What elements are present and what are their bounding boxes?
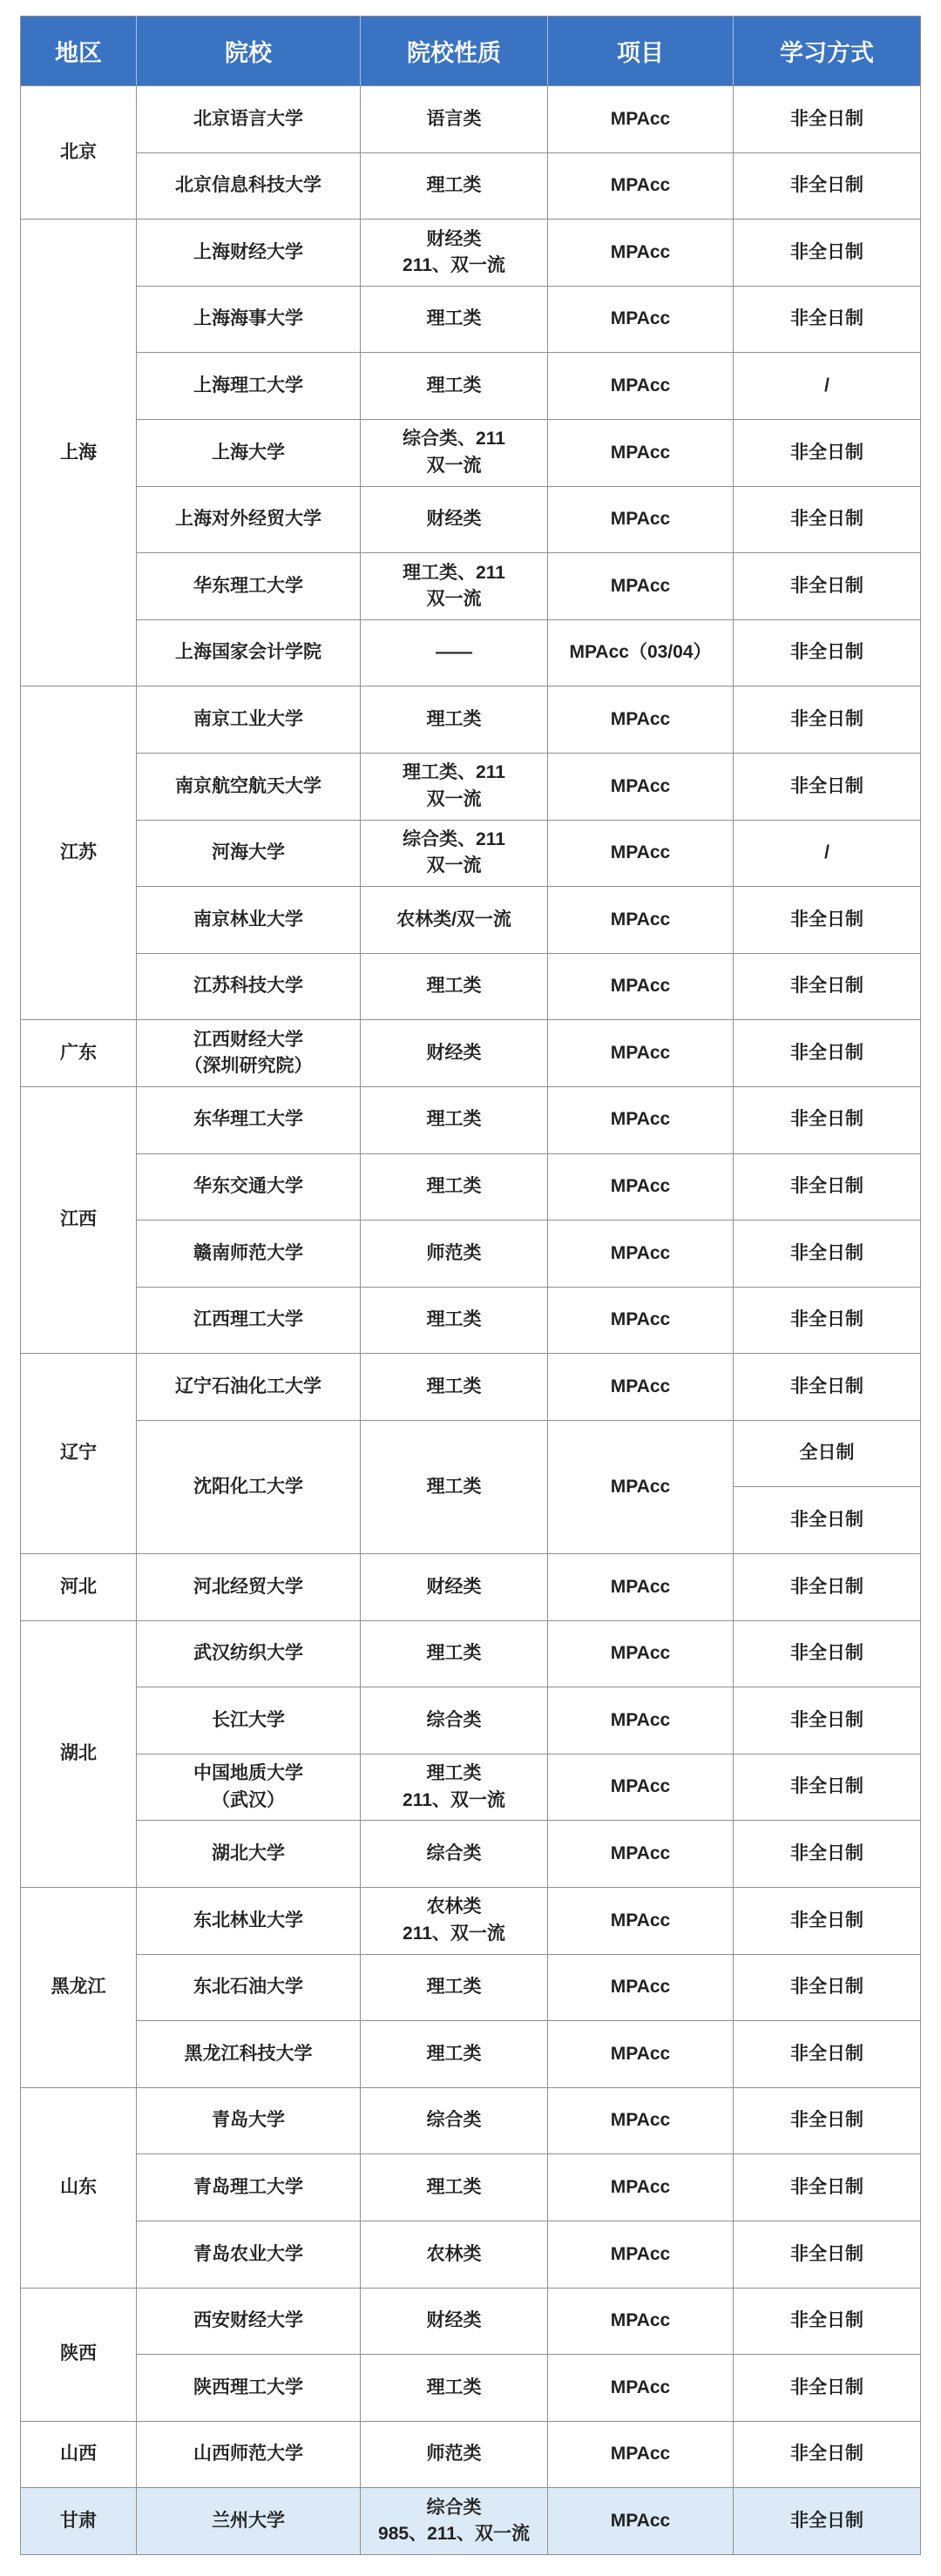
program-cell: MPAcc [548, 1888, 734, 1955]
mode-cell: 非全日制 [734, 2288, 921, 2355]
header-region: 地区 [21, 17, 137, 86]
school-name: 北京语言大学 [193, 108, 303, 129]
school-name: 青岛农业大学 [193, 2243, 303, 2264]
school-nature: 理工类 [426, 2377, 482, 2397]
school-name: （深圳研究院） [184, 1056, 313, 1077]
school-cell [137, 2421, 361, 2488]
school-cell [137, 2288, 361, 2355]
school-nature: 双一流 [426, 455, 482, 476]
school-name: 黑龙江科技大学 [184, 2043, 313, 2064]
nature-cell [361, 1020, 548, 1087]
school-name: 上海财经大学 [193, 241, 303, 262]
program-cell: MPAcc [548, 887, 734, 954]
program-cell: MPAcc [548, 1020, 734, 1087]
mode-cell: 非全日制 [734, 486, 921, 553]
mode-cell: 非全日制 [734, 1888, 921, 1955]
mode-cell: 非全日制 [734, 1620, 921, 1687]
school-name: 西安财经大学 [193, 2310, 303, 2331]
nature-cell [361, 220, 548, 287]
mode-cell: 非全日制 [734, 2021, 921, 2088]
table-row [21, 953, 921, 1020]
school-name: 上海对外经贸大学 [175, 509, 322, 530]
program-cell: MPAcc [548, 2221, 734, 2289]
program-cell: MPAcc [548, 419, 734, 486]
school-nature: 师范类 [426, 2444, 482, 2464]
school-name: 南京林业大学 [193, 909, 303, 930]
program-cell: MPAcc [548, 2154, 734, 2221]
school-cell [137, 419, 361, 486]
school-nature: 理工类 [426, 308, 482, 329]
header-row [21, 17, 921, 86]
table-row [21, 486, 921, 553]
school-nature: 双一流 [426, 855, 482, 876]
school-nature: 综合类 [426, 1843, 482, 1864]
header-school: 院校 [137, 17, 361, 86]
school-name: 山西师范大学 [193, 2444, 303, 2464]
school-nature: 理工类 [426, 2176, 482, 2197]
school-nature: 985、211、双一流 [378, 2524, 530, 2545]
school-nature: —— [436, 642, 472, 663]
header-mode: 学习方式 [734, 17, 921, 86]
mode-cell: 非全日制 [734, 1554, 921, 1621]
school-cell [137, 1354, 361, 1421]
nature-cell [361, 1954, 548, 2021]
program-cell: MPAcc [548, 553, 734, 620]
mode-cell: 非全日制 [734, 220, 921, 287]
table-row [21, 353, 921, 420]
school-name: 湖北大学 [212, 1843, 285, 1864]
table-row [21, 86, 921, 153]
school-cell [137, 1620, 361, 1687]
school-nature: 理工类 [426, 1109, 482, 1130]
table-row [21, 753, 921, 820]
school-cell [137, 286, 361, 353]
mode-cell: 非全日制 [734, 1687, 921, 1755]
mode-cell: 非全日制 [734, 2154, 921, 2221]
school-nature: 综合类 [426, 2497, 482, 2518]
table-row [21, 419, 921, 486]
school-name: （武汉） [212, 1789, 285, 1810]
school-table [20, 16, 921, 2555]
school-nature: 理工类 [426, 1309, 482, 1330]
school-nature: 理工类 [426, 175, 482, 196]
program-cell: MPAcc [548, 1620, 734, 1687]
nature-cell [361, 2421, 548, 2488]
program-cell: MPAcc [548, 1821, 734, 1888]
school-cell [137, 486, 361, 553]
school-nature: 理工类、211 [403, 762, 505, 783]
table-row [21, 553, 921, 620]
nature-cell [361, 619, 548, 686]
program-cell: MPAcc [548, 1420, 734, 1553]
region-cell: 广东 [21, 1020, 137, 1087]
table-row [21, 2488, 921, 2555]
mode-cell: / [734, 820, 921, 887]
nature-cell [361, 1354, 548, 1421]
mode-cell: 非全日制 [734, 1020, 921, 1087]
program-cell: MPAcc [548, 2488, 734, 2555]
school-name: 青岛大学 [212, 2110, 285, 2131]
school-cell [137, 953, 361, 1020]
school-name: 河北经贸大学 [193, 1576, 303, 1597]
mode-cell: 非全日制 [734, 553, 921, 620]
nature-cell [361, 1620, 548, 1687]
nature-cell [361, 1220, 548, 1288]
table-row [21, 2021, 921, 2088]
school-name: 上海国家会计学院 [175, 642, 322, 663]
school-nature: 理工类 [426, 1977, 482, 1998]
school-nature: 211、双一流 [403, 1923, 505, 1944]
mode-cell: 非全日制 [734, 2488, 921, 2555]
region-cell: 甘肃 [21, 2488, 137, 2555]
mode-cell: 非全日制 [734, 1821, 921, 1888]
program-cell: MPAcc [548, 1220, 734, 1288]
school-cell [137, 86, 361, 153]
school-name: 华东交通大学 [193, 1176, 303, 1197]
table-row [21, 1287, 921, 1354]
school-name: 辽宁石油化工大学 [175, 1376, 322, 1396]
table-row [21, 1220, 921, 1288]
mode-cell: 非全日制 [734, 2355, 921, 2422]
mode-cell: 非全日制 [734, 753, 921, 820]
header-program: 项目 [548, 17, 734, 86]
school-cell [137, 220, 361, 287]
school-nature: 农林类/双一流 [396, 909, 511, 930]
program-cell: MPAcc [548, 820, 734, 887]
region-cell: 山东 [21, 2087, 137, 2288]
school-name: 江苏科技大学 [193, 976, 303, 997]
program-cell: MPAcc [548, 486, 734, 553]
school-nature: 理工类 [426, 1763, 482, 1784]
school-name: 江西理工大学 [193, 1309, 303, 1330]
school-name: 中国地质大学 [193, 1763, 303, 1784]
mode-cell: 非全日制 [734, 2221, 921, 2289]
table-row [21, 686, 921, 754]
mode-cell: 非全日制 [734, 1954, 921, 2021]
school-nature: 财经类 [426, 1576, 482, 1597]
table-row [21, 1420, 921, 1487]
school-nature: 理工类、211 [403, 562, 505, 583]
program-cell: MPAcc [548, 2288, 734, 2355]
school-name: 武汉纺织大学 [193, 1643, 303, 1664]
table-row [21, 152, 921, 220]
table-row [21, 1687, 921, 1755]
table-row [21, 220, 921, 287]
table-row [21, 1554, 921, 1621]
school-nature: 农林类 [426, 2243, 482, 2264]
school-nature: 农林类 [426, 1897, 482, 1917]
table-row [21, 1354, 921, 1421]
program-cell: MPAcc [548, 1954, 734, 2021]
table-row [21, 1754, 921, 1821]
program-cell: MPAcc [548, 1554, 734, 1621]
program-cell: MPAcc [548, 1287, 734, 1354]
region-cell: 黑龙江 [21, 1888, 137, 2088]
nature-cell [361, 753, 548, 820]
table-row [21, 2421, 921, 2488]
school-cell [137, 887, 361, 954]
school-name: 北京信息科技大学 [175, 175, 322, 196]
program-cell: MPAcc [548, 753, 734, 820]
table-row [21, 2221, 921, 2289]
nature-cell [361, 2288, 548, 2355]
nature-cell [361, 2087, 548, 2154]
table-row [21, 887, 921, 954]
region-cell: 山西 [21, 2421, 137, 2488]
mode-cell: 非全日制 [734, 1287, 921, 1354]
nature-cell [361, 2488, 548, 2555]
table-row [21, 1821, 921, 1888]
nature-cell [361, 820, 548, 887]
school-cell [137, 152, 361, 220]
program-cell: MPAcc [548, 286, 734, 353]
program-cell: MPAcc [548, 86, 734, 153]
program-cell: MPAcc [548, 220, 734, 287]
nature-cell [361, 152, 548, 220]
nature-cell [361, 2355, 548, 2422]
school-cell [137, 2221, 361, 2289]
table-row [21, 2154, 921, 2221]
school-cell [137, 353, 361, 420]
program-cell: MPAcc [548, 2021, 734, 2088]
school-cell [137, 619, 361, 686]
table-row [21, 619, 921, 686]
nature-cell [361, 1888, 548, 1955]
school-name: 南京航空航天大学 [175, 775, 322, 796]
nature-cell [361, 887, 548, 954]
school-nature: 双一流 [426, 588, 482, 609]
school-nature: 财经类 [426, 509, 482, 530]
nature-cell [361, 1420, 548, 1553]
school-cell [137, 1086, 361, 1153]
table-row [21, 1954, 921, 2021]
school-cell [137, 1220, 361, 1288]
school-name: 东华理工大学 [193, 1109, 303, 1130]
school-nature: 理工类 [426, 1643, 482, 1664]
region-cell: 上海 [21, 220, 137, 686]
region-cell: 北京 [21, 86, 137, 220]
school-name: 兰州大学 [212, 2510, 285, 2531]
school-cell [137, 1954, 361, 2021]
nature-cell [361, 2021, 548, 2088]
school-name: 河海大学 [212, 842, 285, 863]
school-name: 沈阳化工大学 [193, 1476, 303, 1497]
region-cell: 河北 [21, 1554, 137, 1621]
school-name: 华东理工大学 [193, 575, 303, 596]
mode-cell: 非全日制 [734, 2421, 921, 2488]
school-nature: 理工类 [426, 1376, 482, 1396]
nature-cell [361, 1687, 548, 1755]
school-cell [137, 1153, 361, 1220]
school-cell [137, 1020, 361, 1087]
nature-cell [361, 953, 548, 1020]
region-cell: 湖北 [21, 1620, 137, 1887]
nature-cell [361, 2154, 548, 2221]
school-nature: 理工类 [426, 375, 482, 396]
program-cell: MPAcc [548, 686, 734, 754]
nature-cell [361, 286, 548, 353]
region-cell: 陕西 [21, 2288, 137, 2421]
table-row [21, 1153, 921, 1220]
school-nature: 理工类 [426, 976, 482, 997]
school-name: 长江大学 [212, 1709, 285, 1730]
school-cell [137, 686, 361, 754]
nature-cell [361, 1821, 548, 1888]
nature-cell [361, 486, 548, 553]
mode-cell: 非全日制 [734, 1754, 921, 1821]
school-cell [137, 1687, 361, 1755]
nature-cell [361, 353, 548, 420]
program-cell: MPAcc [548, 1754, 734, 1821]
school-name: 陕西理工大学 [193, 2377, 303, 2397]
school-cell [137, 753, 361, 820]
school-cell [137, 2021, 361, 2088]
nature-cell [361, 686, 548, 754]
nature-cell [361, 1153, 548, 1220]
table-row [21, 2355, 921, 2422]
nature-cell [361, 2221, 548, 2289]
school-nature: 综合类、211 [403, 429, 505, 450]
mode-cell: 非全日制 [734, 953, 921, 1020]
program-cell: MPAcc（03/04） [548, 619, 734, 686]
table-row [21, 2087, 921, 2154]
program-cell: MPAcc [548, 152, 734, 220]
mode-cell: 非全日制 [734, 887, 921, 954]
school-cell [137, 1554, 361, 1621]
school-cell [137, 2355, 361, 2422]
mode-cell: / [734, 353, 921, 420]
school-nature: 理工类 [426, 1476, 482, 1497]
school-nature: 双一流 [426, 788, 482, 809]
table-row [21, 820, 921, 887]
mode-cell: 非全日制 [734, 286, 921, 353]
school-nature: 理工类 [426, 2043, 482, 2064]
school-name: 上海海事大学 [193, 308, 303, 329]
program-cell: MPAcc [548, 2421, 734, 2488]
nature-cell [361, 1086, 548, 1153]
school-nature: 理工类 [426, 708, 482, 729]
school-cell [137, 1287, 361, 1354]
program-cell: MPAcc [548, 1687, 734, 1755]
school-name: 东北石油大学 [193, 1977, 303, 1998]
mode-cell: 非全日制 [734, 1487, 921, 1554]
school-nature: 综合类 [426, 2110, 482, 2131]
school-cell [137, 2488, 361, 2555]
table-body [21, 86, 921, 2555]
mode-cell: 非全日制 [734, 152, 921, 220]
school-cell [137, 2087, 361, 2154]
school-nature: 综合类、211 [403, 828, 505, 849]
region-cell: 辽宁 [21, 1354, 137, 1554]
school-cell [137, 1754, 361, 1821]
table-row [21, 286, 921, 353]
program-cell: MPAcc [548, 1086, 734, 1153]
mode-cell: 非全日制 [734, 1086, 921, 1153]
school-nature: 师范类 [426, 1242, 482, 1263]
mode-cell: 非全日制 [734, 1354, 921, 1421]
nature-cell [361, 1754, 548, 1821]
school-name: 上海大学 [212, 442, 285, 463]
header-nature: 院校性质 [361, 17, 548, 86]
school-cell [137, 1420, 361, 1553]
mode-cell: 非全日制 [734, 2087, 921, 2154]
nature-cell [361, 419, 548, 486]
school-name: 江西财经大学 [193, 1029, 303, 1050]
region-cell: 江西 [21, 1086, 137, 1353]
program-cell: MPAcc [548, 1153, 734, 1220]
school-name: 上海理工大学 [193, 375, 303, 396]
program-cell: MPAcc [548, 1354, 734, 1421]
mode-cell: 非全日制 [734, 619, 921, 686]
school-name: 赣南师范大学 [193, 1242, 303, 1263]
table-row [21, 1020, 921, 1087]
nature-cell [361, 86, 548, 153]
school-cell [137, 553, 361, 620]
mode-cell: 非全日制 [734, 86, 921, 153]
region-cell: 江苏 [21, 686, 137, 1020]
program-cell: MPAcc [548, 953, 734, 1020]
school-nature: 综合类 [426, 1709, 482, 1730]
table-header [21, 17, 921, 86]
program-cell: MPAcc [548, 353, 734, 420]
school-nature: 理工类 [426, 1176, 482, 1197]
mode-cell: 全日制 [734, 1420, 921, 1487]
school-nature: 语言类 [426, 108, 482, 129]
school-nature: 财经类 [426, 1042, 482, 1063]
school-cell [137, 2154, 361, 2221]
school-name: 南京工业大学 [193, 708, 303, 729]
table-row [21, 1620, 921, 1687]
mode-cell: 非全日制 [734, 1220, 921, 1288]
program-cell: MPAcc [548, 2087, 734, 2154]
nature-cell [361, 1287, 548, 1354]
school-cell [137, 820, 361, 887]
mode-cell: 非全日制 [734, 686, 921, 754]
table-row [21, 1888, 921, 1955]
nature-cell [361, 553, 548, 620]
school-nature: 211、双一流 [403, 254, 505, 275]
table-row [21, 1086, 921, 1153]
school-cell [137, 1888, 361, 1955]
school-name: 东北林业大学 [193, 1910, 303, 1930]
table-row [21, 2288, 921, 2355]
school-name: 青岛理工大学 [193, 2176, 303, 2197]
school-nature: 211、双一流 [403, 1789, 505, 1810]
school-nature: 财经类 [426, 228, 482, 249]
program-cell: MPAcc [548, 2355, 734, 2422]
nature-cell [361, 1554, 548, 1621]
school-cell [137, 1821, 361, 1888]
mode-cell: 非全日制 [734, 1153, 921, 1220]
mode-cell: 非全日制 [734, 419, 921, 486]
school-nature: 财经类 [426, 2310, 482, 2331]
